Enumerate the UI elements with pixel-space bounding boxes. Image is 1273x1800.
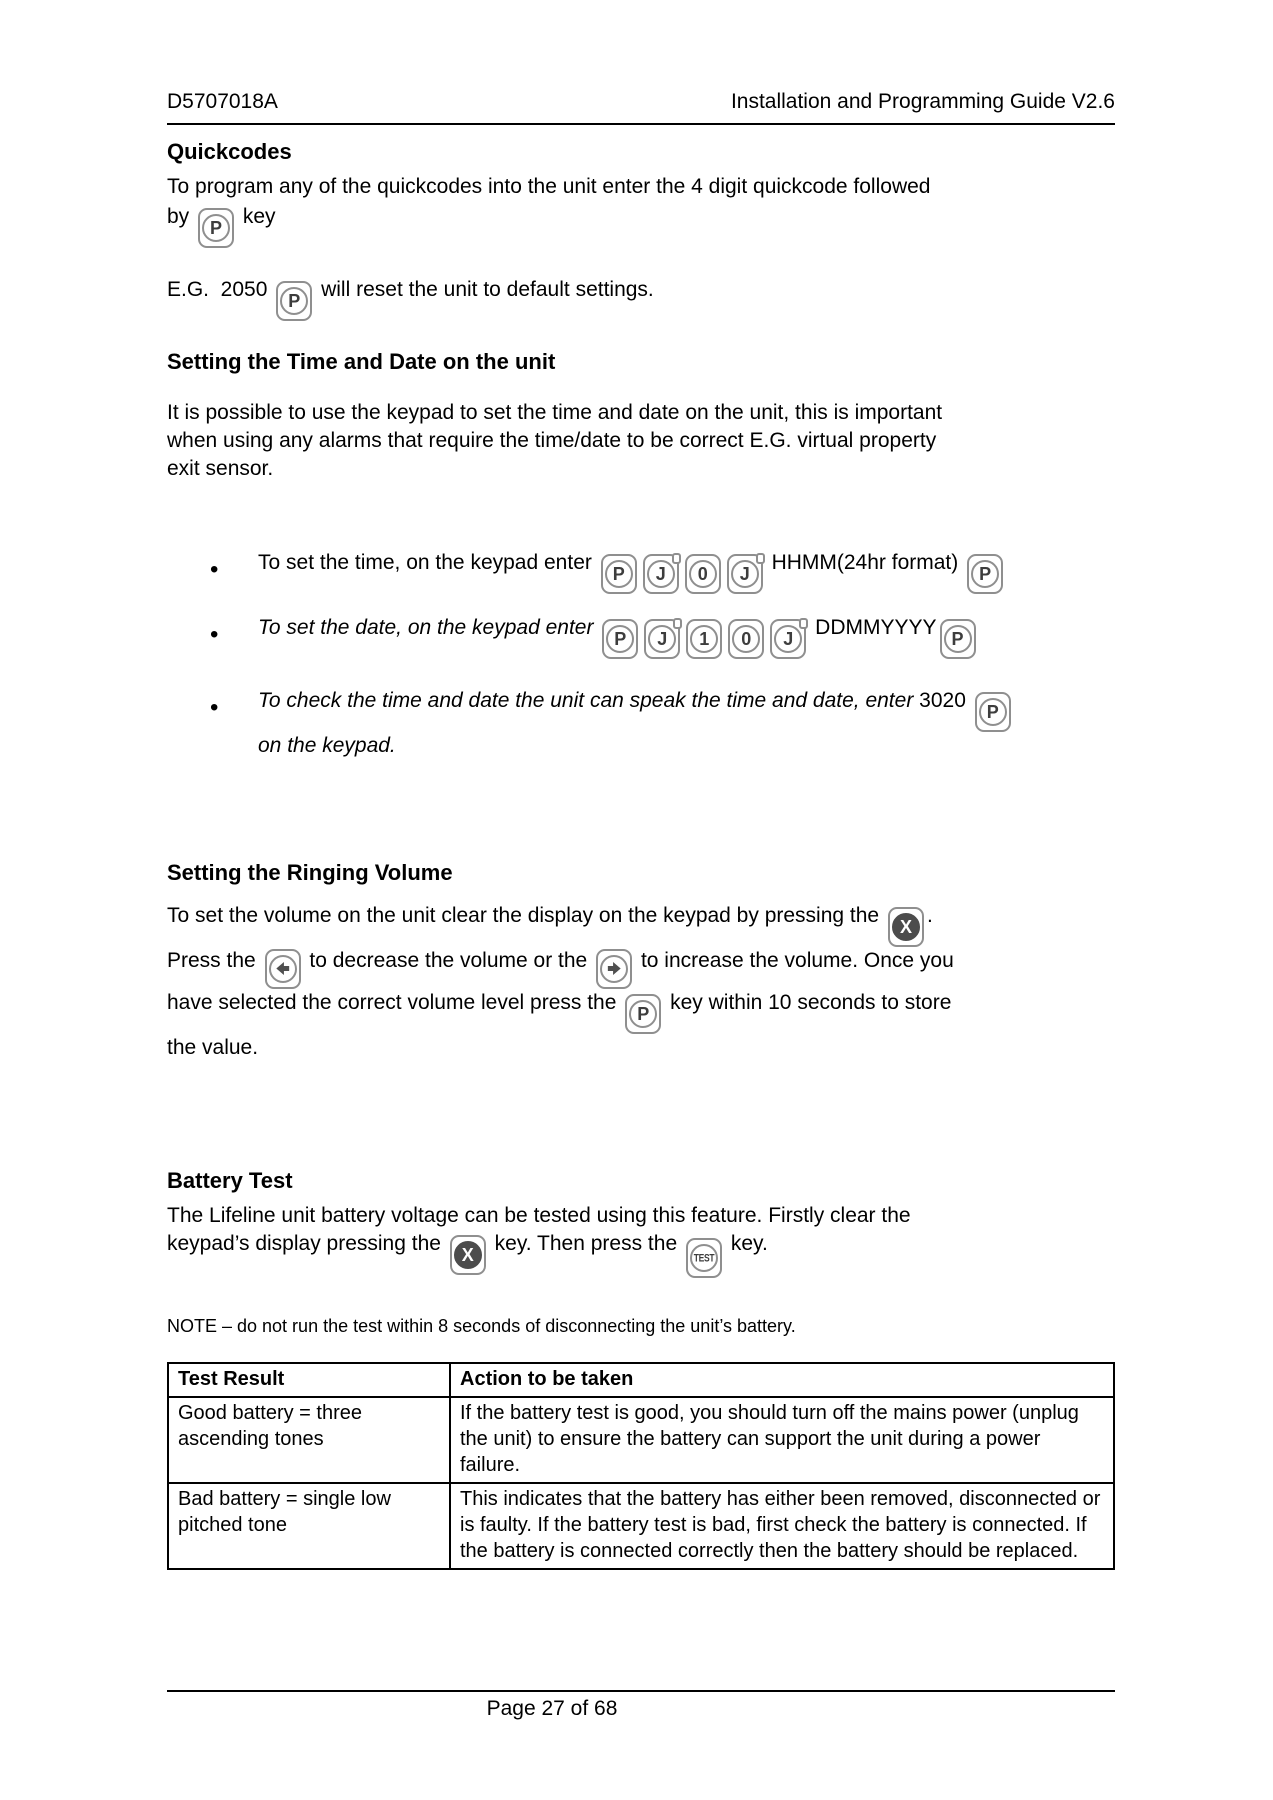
clock-key-superscript [756, 553, 765, 564]
table-row [168, 1397, 1114, 1483]
key-circle: P [605, 560, 633, 588]
text-segment: Press the [167, 949, 256, 972]
test-key-icon [686, 1238, 722, 1278]
text-segment: have selected the correct volume level press the [167, 990, 617, 1014]
text-segment: To set the time, on the keypad enter [258, 551, 592, 574]
set-time-bullet [258, 549, 1115, 594]
ringing-line2 [167, 947, 1115, 989]
quickcodes-line2 [167, 203, 1115, 248]
left-arrow-key-icon [265, 949, 301, 989]
set-date-bullet [258, 614, 1115, 659]
time-date-intro [167, 399, 1115, 483]
action-cell: If the battery test is good, you should turn off the mains power (unplug the unit) to ensure the battery can support the unit during a power failure. [450, 1397, 1114, 1483]
action-cell: This indicates that the battery has either been removed, disconnected or is faulty. If the battery test is bad, first check the battery is connected. If the battery is connected correctly then the battery should be replaced. [450, 1483, 1114, 1569]
ringing-line1 [167, 902, 1115, 947]
clock-key-icon [770, 619, 806, 659]
key-circle: 1 [690, 625, 718, 653]
text-segment: E.G. 2050 [167, 278, 268, 301]
clock-key-icon [644, 619, 680, 659]
page-header [167, 90, 1115, 125]
doc-id: D5707018A [167, 90, 278, 113]
text-segment: key [242, 205, 276, 228]
quickcodes-line1: To program any of the quickcodes into the unit enter the 4 digit quickcode followed [167, 175, 931, 198]
p-key-icon [276, 281, 312, 321]
text-segment: will reset the unit to default settings. [321, 278, 654, 301]
p-key-icon [940, 619, 976, 659]
key-circle: J [648, 625, 676, 653]
doc-title: Installation and Programming Guide V2.6 [730, 90, 1115, 113]
text-segment: HHMM(24hr format) [771, 551, 959, 574]
key-circle: P [629, 1000, 657, 1028]
key-circle: 0 [732, 625, 760, 653]
intro-line: exit sensor. [167, 457, 274, 480]
text-segment: keypad’s display pressing the [167, 1231, 441, 1255]
p-key-icon [967, 554, 1003, 594]
result-cell: Good battery = three ascending tones [168, 1397, 450, 1483]
page-number: Page 27 of 68 [486, 1697, 618, 1720]
key-circle [600, 955, 628, 983]
battery-test-heading: Battery Test [167, 1167, 293, 1193]
key-circle: P [944, 625, 972, 653]
time-date-heading: Setting the Time and Date on the unit [167, 349, 556, 374]
left-arrow-glyph [273, 959, 292, 978]
clock-key-icon [643, 554, 679, 594]
text-segment: key. Then press the [494, 1231, 678, 1255]
clock-key-superscript [672, 553, 681, 564]
time-date-bullet-list [167, 549, 1115, 760]
digit-0-key-icon [685, 554, 721, 594]
ringing-volume-heading: Setting the Ringing Volume [167, 860, 453, 885]
text-segment: to increase the volume. Once you [640, 949, 954, 972]
text-segment: . [926, 904, 933, 927]
table-header-action: Action to be taken [450, 1363, 1114, 1397]
text-segment: key. [730, 1231, 768, 1255]
intro-line: It is possible to use the keypad to set the time and date on the unit, this is important [167, 401, 943, 424]
text-segment: 3020 [919, 689, 966, 712]
battery-note: NOTE – do not run the test within 8 seconds of disconnecting the unit’s battery. [167, 1315, 796, 1336]
text-segment: To check the time and date the unit can speak the time and date, enter [258, 689, 914, 712]
key-circle: P [971, 560, 999, 588]
clock-key-icon [727, 554, 763, 594]
battery-line2 [167, 1230, 1115, 1278]
result-cell: Bad battery = single low pitched tone [168, 1483, 450, 1569]
cancel-key-icon [450, 1235, 486, 1275]
key-circle: 0 [689, 560, 717, 588]
check-time-bullet [258, 687, 1115, 732]
clock-key-superscript [673, 618, 682, 629]
right-arrow-key-icon [596, 949, 632, 989]
text-segment: DDMMYYYY [815, 616, 937, 639]
intro-line: when using any alarms that require the time/date to be correct E.G. virtual property [167, 429, 937, 452]
quickcodes-example-line [167, 276, 1115, 321]
text-segment: by [167, 205, 190, 228]
key-circle: X [892, 913, 920, 941]
text-segment: To set the volume on the unit clear the display on the keypad by pressing the [167, 904, 880, 927]
digit-0-key-icon [728, 619, 764, 659]
p-key-icon [602, 619, 638, 659]
page-content [167, 0, 1115, 1570]
clock-key-superscript [799, 618, 808, 629]
p-key-icon [625, 994, 661, 1034]
table-header-result: Test Result [168, 1363, 450, 1397]
key-circle: TEST [690, 1244, 718, 1272]
text-segment: key within 10 seconds to store [670, 990, 952, 1014]
key-circle: P [280, 287, 308, 315]
page-footer [167, 1690, 1115, 1721]
key-circle: J [647, 560, 675, 588]
table-row [168, 1483, 1114, 1569]
ringing-line3 [167, 989, 1115, 1034]
battery-line1: The Lifeline unit battery voltage can be tested using this feature. Firstly clear the [167, 1203, 911, 1227]
text-segment: To set the date, on the keypad enter [258, 616, 594, 639]
digit-1-key-icon [686, 619, 722, 659]
key-circle: J [731, 560, 759, 588]
right-arrow-glyph [605, 959, 624, 978]
check-time-bullet-line2: on the keypad. [258, 734, 396, 757]
quickcodes-heading: Quickcodes [167, 139, 292, 164]
table-header-row [168, 1363, 1114, 1397]
key-circle: J [774, 625, 802, 653]
key-circle: P [202, 214, 230, 242]
cancel-key-icon [888, 907, 924, 947]
battery-test-table [167, 1362, 1115, 1570]
key-circle [269, 955, 297, 983]
key-circle: X [454, 1241, 482, 1269]
key-circle: P [979, 698, 1007, 726]
ringing-line4: the value. [167, 1035, 259, 1059]
p-key-icon [975, 692, 1011, 732]
ringing-volume-paragraph [167, 902, 1115, 1062]
p-key-icon [601, 554, 637, 594]
text-segment: to decrease the volume or the [309, 949, 588, 972]
key-circle: P [606, 625, 634, 653]
p-key-icon [198, 208, 234, 248]
